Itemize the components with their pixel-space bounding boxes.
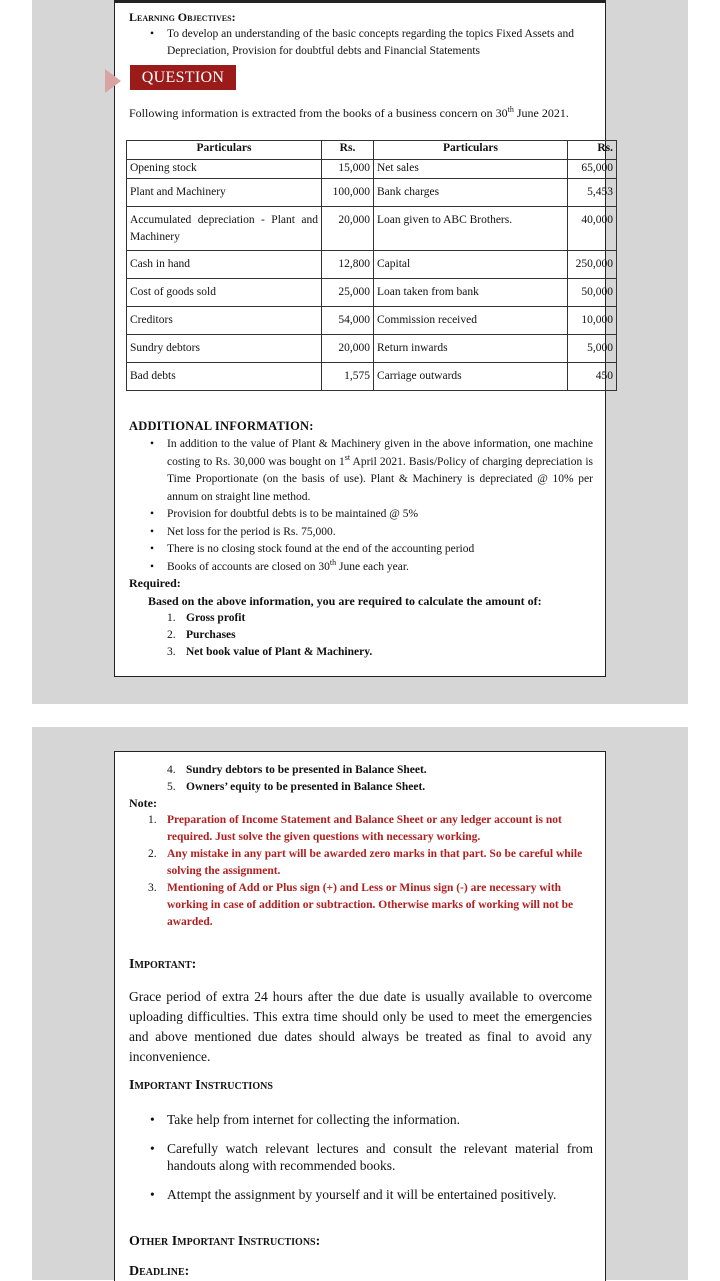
list-item: 2. Any mistake in any part will be awarded zero marks in that part. So be careful while solving the assignment. xyxy=(148,848,583,877)
table-cell: Return inwards xyxy=(374,335,568,363)
table-cell: 5,000 xyxy=(568,335,617,363)
table-row xyxy=(127,207,617,251)
table-cell: Net sales xyxy=(374,160,568,179)
list-item: • Provision for doubtful debts is to be maintained @ 5% xyxy=(167,506,593,524)
table-row xyxy=(127,160,617,179)
table-cell: 15,000 xyxy=(322,160,374,179)
deadline-title: Deadline: xyxy=(129,1264,190,1279)
table-cell: 25,000 xyxy=(322,279,374,307)
table-header-row xyxy=(127,141,617,160)
arrow-icon xyxy=(105,69,121,93)
table-row xyxy=(127,279,617,307)
table-cell: Capital xyxy=(374,251,568,279)
list-item: • To develop an understanding of the basic concepts regarding the topics Fixed Assets and Depreciation, Provision for doubtful debts and Financial Statements xyxy=(167,26,597,60)
table-cell: 12,800 xyxy=(322,251,374,279)
list-item: 1. Preparation of Income Statement and Balance Sheet or any ledger account is not required. Just solve the given questions with necessary working. xyxy=(148,814,562,843)
list-item: • Attempt the assignment by yourself and it will be entertained positively. xyxy=(167,1186,593,1203)
question-badge: QUESTION xyxy=(130,65,236,90)
table-cell: Commission received xyxy=(374,307,568,335)
list-item: 3. Mentioning of Add or Plus sign (+) and Less or Minus sign (-) are necessary with working in case of addition or subtraction. Otherwise marks of working will not be awarded. xyxy=(148,882,574,928)
note-list xyxy=(148,812,595,931)
required-subtitle: Based on the above information, you are required to calculate the amount of: xyxy=(148,594,542,608)
table-cell: Opening stock xyxy=(127,160,322,179)
list-item: • In addition to the value of Plant & Machinery given in the above information, one machine costing to Rs. 30,000 was bought on 1st April 2021. Basis/Policy of charging depreciation is Time Proportionate (on the basis of use). Plant & Machinery is depreciated @ 10% per annum on straight line method. xyxy=(167,436,593,506)
table-cell: 54,000 xyxy=(322,307,374,335)
table-cell: Loan taken from bank xyxy=(374,279,568,307)
table-cell: Plant and Machinery xyxy=(127,179,322,207)
table-cell: Bad debts xyxy=(127,363,322,391)
list-item: • There is no closing stock found at the end of the accounting period xyxy=(167,541,593,559)
header-particulars: Particulars xyxy=(127,141,322,160)
table-cell: Loan given to ABC Brothers. xyxy=(374,207,568,251)
table-cell: 5,453 xyxy=(568,179,617,207)
list-item: • Net loss for the period is Rs. 75,000. xyxy=(167,524,593,542)
list-item: • Books of accounts are closed on 30th June each year. xyxy=(167,559,593,577)
header-amount: Rs. xyxy=(322,141,374,160)
header-amount: Rs. xyxy=(568,141,617,160)
table-cell: 20,000 xyxy=(322,335,374,363)
important-instructions-list xyxy=(167,1111,593,1215)
table-cell: 450 xyxy=(568,363,617,391)
list-item: 2. Purchases xyxy=(167,629,236,641)
additional-information-title: ADDITIONAL INFORMATION: xyxy=(129,419,314,433)
list-item: 5. Owners’ equity to be presented in Balance Sheet. xyxy=(167,781,426,793)
table-cell: 40,000 xyxy=(568,207,617,251)
other-instructions-title: Other Important Instructions: xyxy=(129,1234,321,1249)
required-title: Required: xyxy=(129,576,181,590)
additional-information-list xyxy=(167,436,593,576)
table-cell: 1,575 xyxy=(322,363,374,391)
table-row xyxy=(127,363,617,391)
list-item: 3. Net book value of Plant & Machinery. xyxy=(167,646,373,658)
header-particulars: Particulars xyxy=(374,141,568,160)
table-cell: Cash in hand xyxy=(127,251,322,279)
list-item: • Carefully watch relevant lectures and consult the relevant material from handouts along with recommended books. xyxy=(167,1140,593,1174)
important-title: Important: xyxy=(129,957,197,972)
list-item: 1. Gross profit xyxy=(167,612,246,624)
table-row xyxy=(127,251,617,279)
table-row xyxy=(127,307,617,335)
list-item: • Take help from internet for collecting the information. xyxy=(167,1111,593,1128)
table-cell: 250,000 xyxy=(568,251,617,279)
table-cell: 100,000 xyxy=(322,179,374,207)
table-cell: Accumulated depreciation - Plant and Machinery xyxy=(127,207,322,251)
table-cell: 50,000 xyxy=(568,279,617,307)
table-row xyxy=(127,179,617,207)
list-item: 4. Sundry debtors to be presented in Balance Sheet. xyxy=(167,764,427,776)
table-cell: Carriage outwards xyxy=(374,363,568,391)
table-cell: Cost of goods sold xyxy=(127,279,322,307)
table-cell: 10,000 xyxy=(568,307,617,335)
note-title: Note: xyxy=(129,796,157,810)
required-list-continued xyxy=(167,762,427,796)
question-intro: Following information is extracted from the books of a business concern on 30th June 2021. xyxy=(129,105,569,120)
table-cell: Creditors xyxy=(127,307,322,335)
learning-objectives-list xyxy=(167,26,597,60)
table-cell: 65,000 xyxy=(568,160,617,179)
particulars-table xyxy=(126,140,617,391)
table-cell: Sundry debtors xyxy=(127,335,322,363)
required-list xyxy=(167,610,373,661)
table-row xyxy=(127,335,617,363)
table-cell: Bank charges xyxy=(374,179,568,207)
important-text: Grace period of extra 24 hours after the due date is usually available to overcome uploading difficulties. This extra time should only be used to meet the emergencies and above mentioned due dates should always be treated as final to avoid any inconvenience. xyxy=(129,989,592,1064)
important-instructions-title: Important Instructions xyxy=(129,1078,273,1093)
table-cell: 20,000 xyxy=(322,207,374,251)
learning-objectives-title: Learning Objectives: xyxy=(129,10,236,24)
